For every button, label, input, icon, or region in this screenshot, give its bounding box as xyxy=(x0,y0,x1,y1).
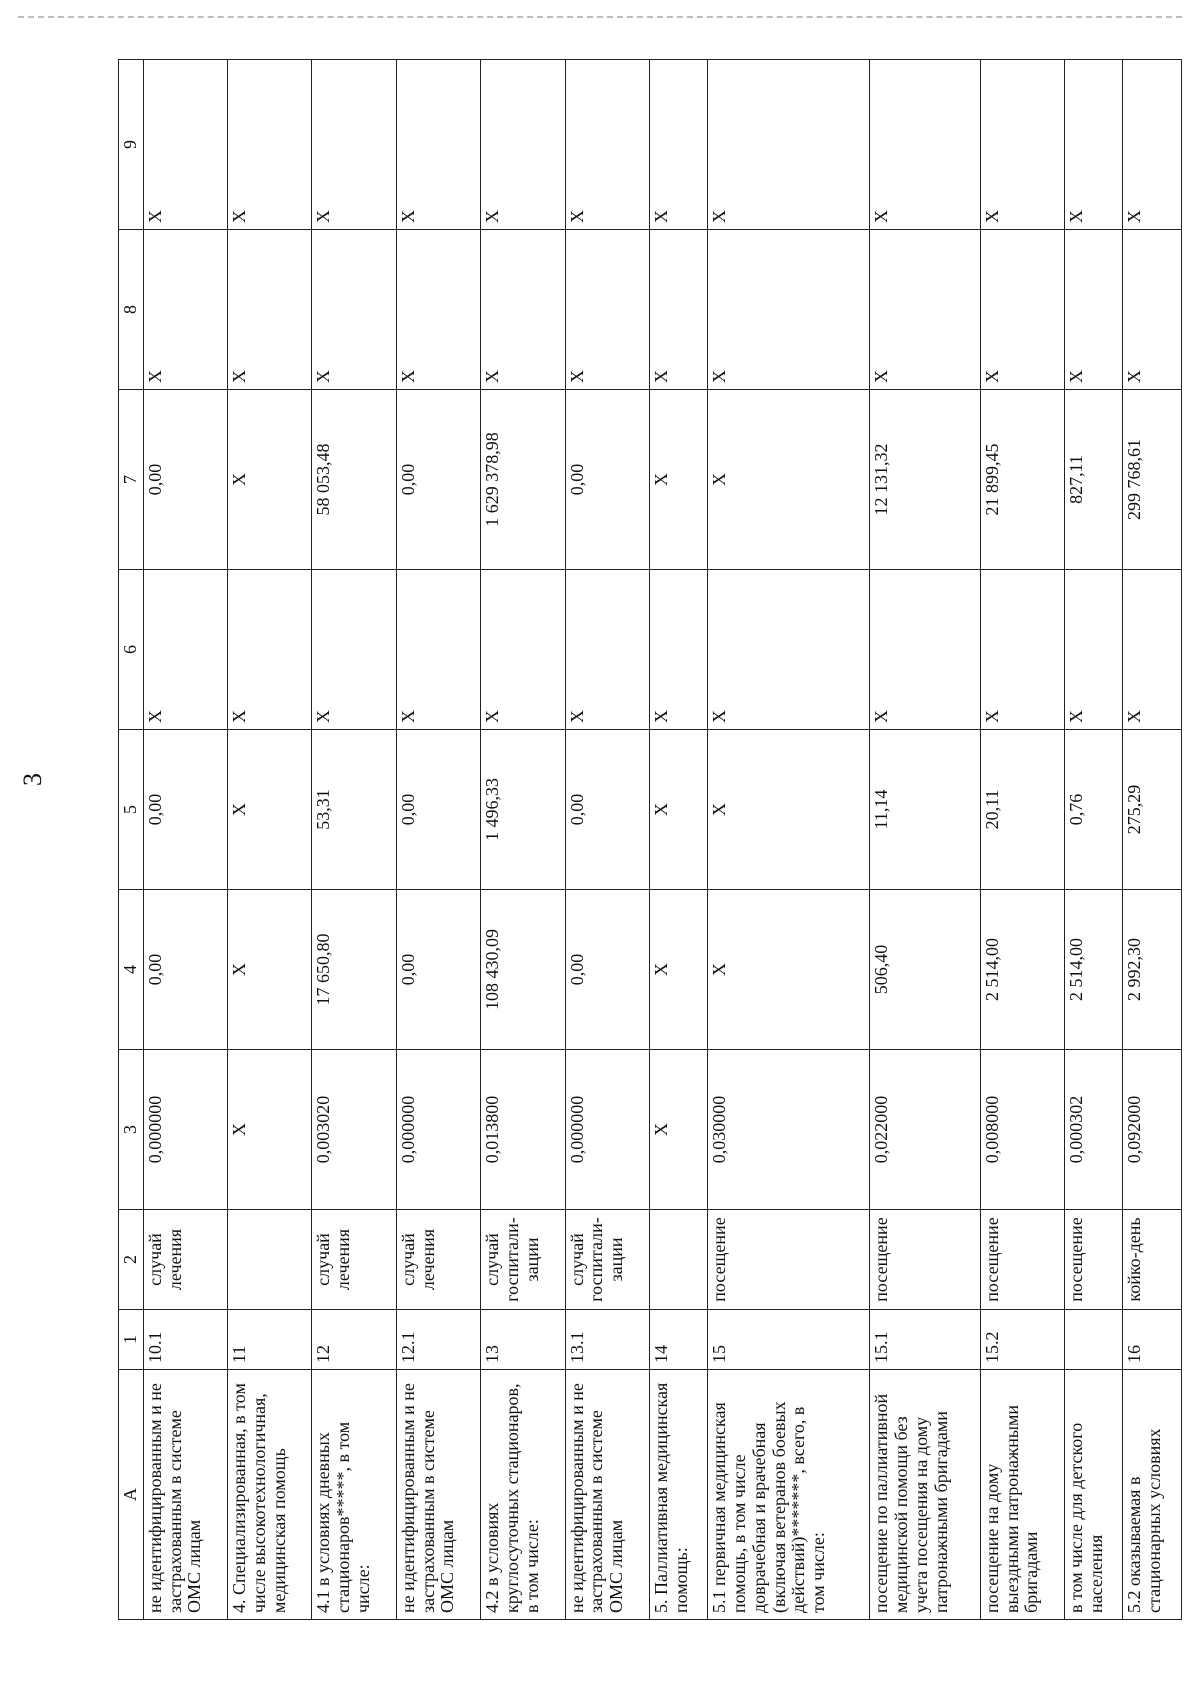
cell-col3: 0,008000 xyxy=(980,1050,1064,1210)
cell-col5: 20,11 xyxy=(980,730,1064,890)
cell-col4: 2 514,00 xyxy=(1065,890,1123,1050)
cell-col7: 0,00 xyxy=(143,390,227,570)
cell-col5: Х xyxy=(228,730,312,890)
header-cell: 9 xyxy=(119,60,144,230)
cell-col5: 0,00 xyxy=(143,730,227,890)
table-row xyxy=(1065,60,1123,1620)
cell-col3: 0,003020 xyxy=(312,1050,396,1210)
cell-col5: 0,00 xyxy=(396,730,480,890)
cell-col6: Х xyxy=(870,570,980,730)
cell-col6: Х xyxy=(228,570,312,730)
cell-col8: Х xyxy=(1065,230,1123,390)
row-label: 4.2 в условиях круглосуточных стационаров, в том числе: xyxy=(481,1370,565,1620)
table-row xyxy=(708,60,870,1620)
header-cell: 1 xyxy=(119,1310,144,1370)
row-label: не идентифицированным и не застрахованным в системе ОМС лицам xyxy=(143,1370,227,1620)
header-cell: 5 xyxy=(119,730,144,890)
row-code: 15.1 xyxy=(870,1310,980,1370)
row-unit: случай госпитали- зации xyxy=(565,1210,649,1310)
cell-col9: Х xyxy=(228,60,312,230)
row-code: 13.1 xyxy=(565,1310,649,1370)
cell-col6: Х xyxy=(481,570,565,730)
table-row xyxy=(870,60,980,1620)
cell-col4: Х xyxy=(649,890,707,1050)
cell-col3: 0,000000 xyxy=(396,1050,480,1210)
table-row xyxy=(980,60,1064,1620)
cell-col7: 0,00 xyxy=(396,390,480,570)
cell-col6: Х xyxy=(312,570,396,730)
row-label: посещение на дому выездными патронажными бригадами xyxy=(980,1370,1064,1620)
cell-col9: Х xyxy=(565,60,649,230)
cell-col9: Х xyxy=(708,60,870,230)
cell-col7: 0,00 xyxy=(565,390,649,570)
cell-col9: Х xyxy=(649,60,707,230)
row-unit: случай госпитали- зации xyxy=(481,1210,565,1310)
cell-col4: 2 514,00 xyxy=(980,890,1064,1050)
cell-col3: Х xyxy=(649,1050,707,1210)
cell-col4: 2 992,30 xyxy=(1123,890,1182,1050)
cell-col9: Х xyxy=(1065,60,1123,230)
row-unit xyxy=(228,1210,312,1310)
row-code: 10.1 xyxy=(143,1310,227,1370)
row-unit: посещение xyxy=(980,1210,1064,1310)
cell-col3: 0,092000 xyxy=(1123,1050,1182,1210)
cell-col9: Х xyxy=(980,60,1064,230)
cell-col7: Х xyxy=(708,390,870,570)
row-code: 11 xyxy=(228,1310,312,1370)
cell-col8: Х xyxy=(565,230,649,390)
header-cell: 4 xyxy=(119,890,144,1050)
cell-col4: Х xyxy=(708,890,870,1050)
cell-col3: 0,030000 xyxy=(708,1050,870,1210)
header-cell: 8 xyxy=(119,230,144,390)
cell-col5: Х xyxy=(649,730,707,890)
row-label: посещение по паллиативной медицинской помощи без учета посещения на дому патронажными бригадами xyxy=(870,1370,980,1620)
cell-col3: 0,013800 xyxy=(481,1050,565,1210)
table-row xyxy=(1123,60,1182,1620)
cell-col3: Х xyxy=(228,1050,312,1210)
row-label: в том числе для детского населения xyxy=(1065,1370,1123,1620)
table-row xyxy=(565,60,649,1620)
cell-col8: Х xyxy=(708,230,870,390)
cell-col3: 0,000000 xyxy=(565,1050,649,1210)
cell-col4: 0,00 xyxy=(396,890,480,1050)
row-code xyxy=(1065,1310,1123,1370)
cell-col6: Х xyxy=(565,570,649,730)
cell-col8: Х xyxy=(396,230,480,390)
table-row xyxy=(396,60,480,1620)
cell-col5: 53,31 xyxy=(312,730,396,890)
rotated-table-container xyxy=(118,60,1182,1620)
cell-col9: Х xyxy=(396,60,480,230)
row-code: 13 xyxy=(481,1310,565,1370)
data-table xyxy=(118,59,1182,1620)
header-cell: 3 xyxy=(119,1050,144,1210)
cell-col4: 0,00 xyxy=(143,890,227,1050)
row-code: 16 xyxy=(1123,1310,1182,1370)
cell-col7: 58 053,48 xyxy=(312,390,396,570)
row-label: 4. Специализированная, в том числе высокотехнологичная, медицинская помощь xyxy=(228,1370,312,1620)
cell-col7: 21 899,45 xyxy=(980,390,1064,570)
cell-col6: Х xyxy=(143,570,227,730)
cell-col5: 1 496,33 xyxy=(481,730,565,890)
cell-col7: 1 629 378,98 xyxy=(481,390,565,570)
cell-col7: Х xyxy=(228,390,312,570)
cell-col9: Х xyxy=(1123,60,1182,230)
row-unit: случай лечения xyxy=(312,1210,396,1310)
cell-col5: Х xyxy=(708,730,870,890)
cell-col5: 275,29 xyxy=(1123,730,1182,890)
row-unit xyxy=(649,1210,707,1310)
header-cell: 2 xyxy=(119,1210,144,1310)
cell-col6: Х xyxy=(1123,570,1182,730)
row-label: не идентифицированным и не застрахованным в системе ОМС лицам xyxy=(396,1370,480,1620)
row-unit: посещение xyxy=(870,1210,980,1310)
table-row xyxy=(143,60,227,1620)
row-code: 14 xyxy=(649,1310,707,1370)
row-label: не идентифицированным и не застрахованным в системе ОМС лицам xyxy=(565,1370,649,1620)
cell-col4: Х xyxy=(228,890,312,1050)
row-unit: посещение xyxy=(708,1210,870,1310)
cell-col7: Х xyxy=(649,390,707,570)
row-unit: случай лечения xyxy=(143,1210,227,1310)
row-label: 4.1 в условиях дневных стационаров*****, в том числе: xyxy=(312,1370,396,1620)
cell-col4: 0,00 xyxy=(565,890,649,1050)
cell-col7: 299 768,61 xyxy=(1123,390,1182,570)
header-cell: 7 xyxy=(119,390,144,570)
cell-col8: Х xyxy=(481,230,565,390)
cell-col9: Х xyxy=(312,60,396,230)
row-unit: койко-день xyxy=(1123,1210,1182,1310)
cell-col8: Х xyxy=(870,230,980,390)
table-row xyxy=(228,60,312,1620)
cell-col9: Х xyxy=(870,60,980,230)
cell-col8: Х xyxy=(312,230,396,390)
table-row xyxy=(649,60,707,1620)
cell-col4: 108 430,09 xyxy=(481,890,565,1050)
row-code: 12.1 xyxy=(396,1310,480,1370)
row-label: 5. Паллиативная медицинская помощь: xyxy=(649,1370,707,1620)
cell-col3: 0,000000 xyxy=(143,1050,227,1210)
cell-col9: Х xyxy=(481,60,565,230)
scan-top-edge xyxy=(18,16,1182,18)
cell-col8: Х xyxy=(143,230,227,390)
table-row xyxy=(312,60,396,1620)
cell-col6: Х xyxy=(980,570,1064,730)
row-label: 5.2 оказываемая в стационарных условиях xyxy=(1123,1370,1182,1620)
cell-col6: Х xyxy=(649,570,707,730)
cell-col3: 0,022000 xyxy=(870,1050,980,1210)
header-cell: 6 xyxy=(119,570,144,730)
cell-col8: Х xyxy=(649,230,707,390)
cell-col6: Х xyxy=(396,570,480,730)
cell-col6: Х xyxy=(1065,570,1123,730)
cell-col3: 0,000302 xyxy=(1065,1050,1123,1210)
row-unit: посещение xyxy=(1065,1210,1123,1310)
cell-col8: Х xyxy=(1123,230,1182,390)
header-cell: А xyxy=(119,1370,144,1620)
cell-col6: Х xyxy=(708,570,870,730)
table-header-row xyxy=(119,60,144,1620)
row-unit: случай лечения xyxy=(396,1210,480,1310)
cell-col5: 0,76 xyxy=(1065,730,1123,890)
table-row xyxy=(481,60,565,1620)
row-code: 15.2 xyxy=(980,1310,1064,1370)
cell-col8: Х xyxy=(228,230,312,390)
row-label: 5.1 первичная медицинская помощь, в том числе доврачебная и врачебная (включая ветеранов боевых действий)*******, всего, в том числе: xyxy=(708,1370,870,1620)
cell-col7: 827,11 xyxy=(1065,390,1123,570)
cell-col4: 17 650,80 xyxy=(312,890,396,1050)
cell-col5: 11,14 xyxy=(870,730,980,890)
cell-col7: 12 131,32 xyxy=(870,390,980,570)
row-code: 12 xyxy=(312,1310,396,1370)
cell-col4: 506,40 xyxy=(870,890,980,1050)
cell-col8: Х xyxy=(980,230,1064,390)
cell-col5: 0,00 xyxy=(565,730,649,890)
cell-col9: Х xyxy=(143,60,227,230)
page-number: 3 xyxy=(18,773,47,786)
row-code: 15 xyxy=(708,1310,870,1370)
